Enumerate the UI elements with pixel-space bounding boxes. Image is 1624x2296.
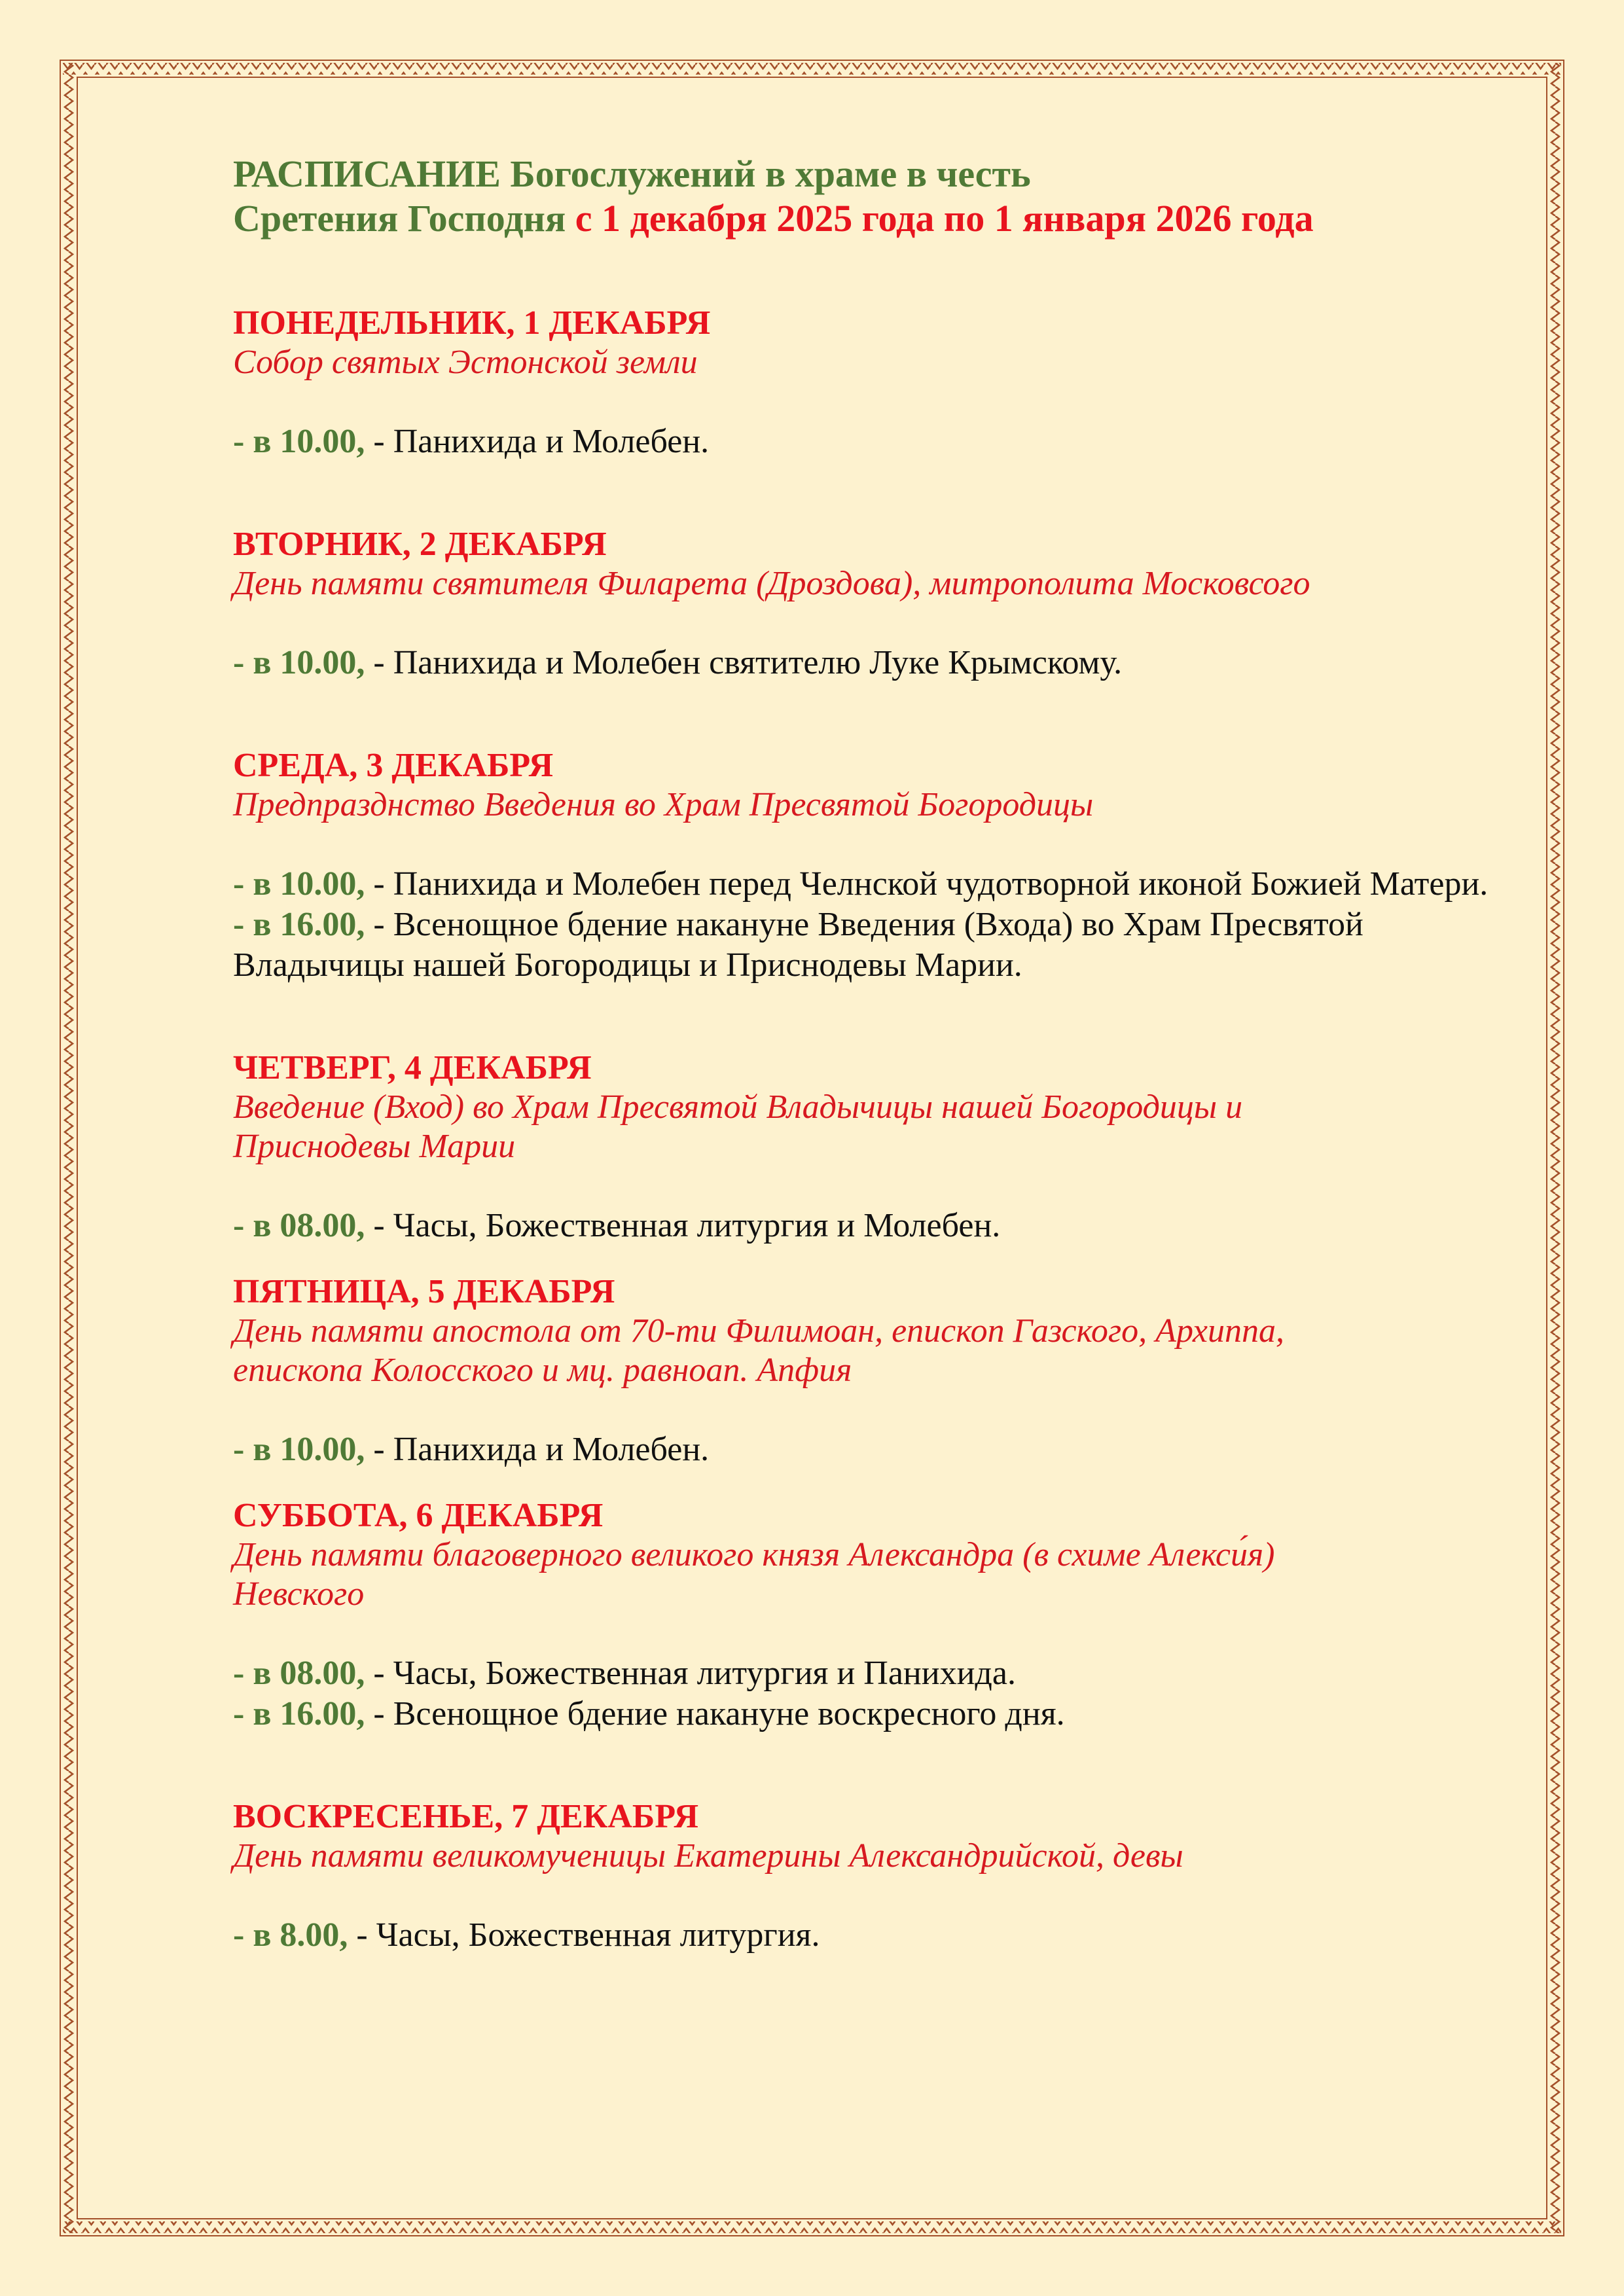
day-section [233, 1272, 1542, 1470]
feast-name: Невского [233, 1575, 365, 1613]
day-section [233, 525, 1542, 683]
page-title [233, 152, 1542, 241]
day-title: ВТОРНИК, 2 ДЕКАБРЯ [233, 526, 607, 563]
feast-name: День памяти великомученицы Екатерины Александрийской, девы [233, 1837, 1183, 1874]
service-description: - Часы, Божественная литургия. [348, 1916, 820, 1954]
title-line-1: РАСПИСАНИЕ Богослужений в храме в честь [233, 152, 1031, 195]
services-list [233, 643, 1542, 683]
services-list [233, 864, 1542, 986]
service-time: - в 08.00, [233, 1207, 365, 1244]
day-section [233, 304, 1542, 462]
schedule-content [233, 152, 1542, 1956]
church-name: Сретения Господня [233, 197, 566, 240]
service-description: - Панихида и Молебен святителю Луке Крымскому. [365, 644, 1123, 681]
service-time: - в 10.00, [233, 1431, 365, 1468]
day-title: ПЯТНИЦА, 5 ДЕКАБРЯ [233, 1273, 615, 1310]
day-title: СРЕДА, 3 ДЕКАБРЯ [233, 747, 554, 784]
service-item [233, 1429, 1542, 1470]
day-title: ПОНЕДЕЛЬНИК, 1 ДЕКАБРЯ [233, 304, 711, 342]
services-list [233, 1206, 1542, 1246]
service-item [233, 1206, 1542, 1246]
service-item [233, 864, 1542, 905]
service-description: - Панихида и Молебен. [365, 1431, 710, 1468]
service-description: - Всенощное бдение накануне воскресного дня. [365, 1695, 1065, 1732]
day-section [233, 1797, 1542, 1956]
service-time: - в 16.00, [233, 906, 365, 943]
day-section [233, 746, 1542, 986]
feast-name: епископа Колосского и мц. равноап. Апфия [233, 1352, 852, 1389]
title-line-2 [233, 196, 1542, 241]
feast-name: День памяти апостола от 70-ти Филимоан, епископ Газского, Архиппа, [233, 1312, 1284, 1350]
services-list [233, 1915, 1542, 1956]
service-item [233, 422, 1542, 462]
service-description: - Часы, Божественная литургия и Панихида. [365, 1655, 1016, 1692]
service-time: - в 10.00, [233, 865, 365, 903]
service-description: - Часы, Божественная литургия и Молебен. [365, 1207, 1001, 1244]
service-item [233, 1653, 1542, 1694]
service-time: - в 08.00, [233, 1655, 365, 1692]
service-description: - Всенощное бдение накануне Введения (Входа) во Храм Пресвятой Владычицы нашей Богородицы и Приснодевы Марии. [233, 906, 1363, 984]
service-time: - в 10.00, [233, 423, 365, 460]
day-section [233, 1496, 1542, 1734]
feast-name: Введение (Вход) во Храм Пресвятой Владычицы нашей Богородицы и [233, 1088, 1243, 1126]
feast-name: Приснодевы Марии [233, 1128, 516, 1165]
service-time: - в 10.00, [233, 644, 365, 681]
date-range: с 1 декабря 2025 года по 1 января 2026 года [575, 197, 1314, 240]
service-item [233, 643, 1542, 683]
service-description: - Панихида и Молебен перед Челнской чудотворной иконой Божией Матери. [365, 865, 1489, 903]
day-title: ЧЕТВЕРГ, 4 ДЕКАБРЯ [233, 1049, 592, 1086]
days-list [233, 304, 1542, 1956]
feast-name: Предпразднство Введения во Храм Пресвятой Богородицы [233, 786, 1094, 823]
service-time: - в 16.00, [233, 1695, 365, 1732]
feast-name: Собор святых Эстонской земли [233, 344, 698, 381]
service-item [233, 905, 1542, 986]
services-list [233, 1653, 1542, 1734]
day-title: СУББОТА, 6 ДЕКАБРЯ [233, 1497, 604, 1534]
feast-name: День памяти благоверного великого князя Александра (в схиме Алекси́я) [233, 1536, 1275, 1573]
services-list [233, 1429, 1542, 1470]
day-section [233, 1049, 1542, 1246]
service-description: - Панихида и Молебен. [365, 423, 710, 460]
day-title: ВОСКРЕСЕНЬЕ, 7 ДЕКАБРЯ [233, 1798, 699, 1835]
service-item [233, 1694, 1542, 1734]
feast-name: День памяти святителя Филарета (Дроздова), митрополита Московсого [233, 565, 1310, 602]
service-time: - в 8.00, [233, 1916, 348, 1954]
service-item [233, 1915, 1542, 1956]
services-list [233, 422, 1542, 462]
